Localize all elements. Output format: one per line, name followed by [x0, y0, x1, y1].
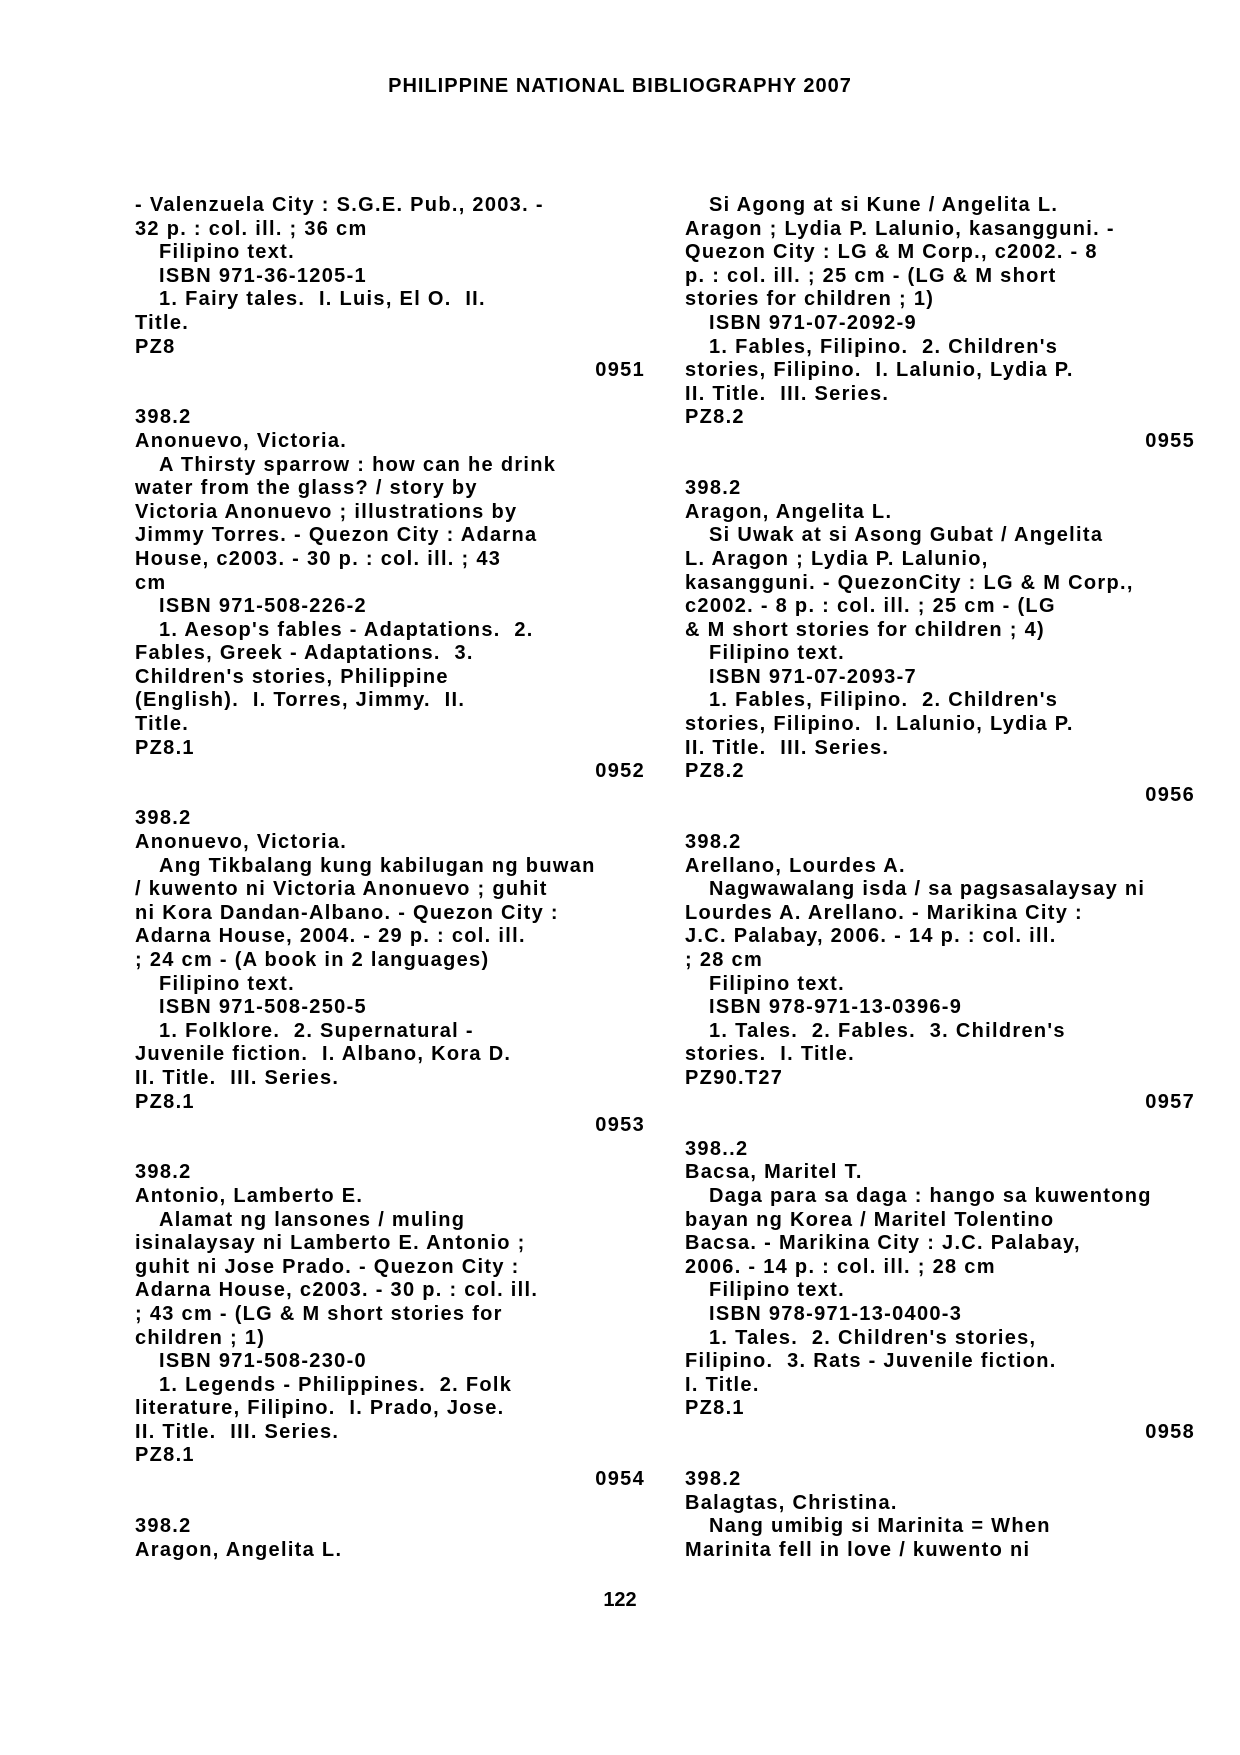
blank-line: [685, 1114, 1195, 1138]
text-line: Daga para sa daga : hango sa kuwentong: [709, 1184, 1152, 1207]
text-line: J.C. Palabay, 2006. - 14 p. : col. ill.: [685, 925, 1057, 948]
text-line: House, c2003. - 30 p. : col. ill. ; 43: [135, 547, 502, 570]
text-line: II. Title. III. Series.: [135, 1066, 340, 1089]
blank-line: [685, 807, 1195, 831]
entry-number: 0952: [595, 760, 645, 783]
text-line: Fables, Greek - Adaptations. 3.: [135, 642, 474, 665]
text-line: 1. Folklore. 2. Supernatural -: [159, 1019, 474, 1042]
text-line: Bacsa, Maritel T.: [685, 1161, 863, 1184]
text-line: Nagwawalang isda / sa pagsasalaysay ni: [709, 878, 1146, 901]
text-line: Bacsa. - Marikina City : J.C. Palabay,: [685, 1232, 1081, 1255]
text-line: PZ8: [135, 335, 176, 358]
text-line: c2002. - 8 p. : col. ill. ; 25 cm - (LG: [685, 595, 1056, 618]
text-line: Juvenile fiction. I. Albano, Kora D.: [135, 1043, 512, 1066]
text-line: guhit ni Jose Prado. - Quezon City :: [135, 1255, 520, 1278]
text-line: & M short stories for children ; 4): [685, 618, 1045, 641]
text-line: stories, Filipino. I. Lalunio, Lydia P.: [685, 713, 1074, 736]
text-line: isinalaysay ni Lamberto E. Antonio ;: [135, 1232, 526, 1255]
text-line: Children's stories, Philippine: [135, 665, 449, 688]
text-line: 1. Aesop's fables - Adaptations. 2.: [159, 618, 534, 641]
text-line: bayan ng Korea / Maritel Tolentino: [685, 1208, 1055, 1231]
text-line: / kuwento ni Victoria Anonuevo ; guhit: [135, 878, 548, 901]
entry-number: 0957: [1145, 1090, 1195, 1113]
text-line: ISBN 971-07-2093-7: [709, 665, 917, 688]
entry-number: 0958: [1145, 1420, 1195, 1443]
text-line: ISBN 971-07-2092-9: [709, 311, 917, 334]
text-line: Alamat ng lansones / muling: [159, 1208, 466, 1231]
text-line: PZ8.1: [685, 1397, 745, 1420]
entry-number: 0954: [595, 1468, 645, 1491]
text-line: 1. Fables, Filipino. 2. Children's: [709, 689, 1059, 712]
text-line: ISBN 978-971-13-0396-9: [709, 996, 963, 1019]
blank-line: [135, 784, 645, 808]
text-line: 398.2: [135, 1515, 192, 1538]
text-line: kasangguni. - QuezonCity : LG & M Corp.,: [685, 571, 1134, 594]
text-line: Title.: [135, 713, 190, 736]
page-number: 122: [603, 1589, 637, 1611]
entry-number: 0956: [1145, 783, 1195, 806]
blank-line: [135, 1492, 645, 1516]
text-line: 398..2: [685, 1137, 749, 1160]
text-line: Filipino text.: [159, 972, 295, 995]
text-line: Filipino text.: [709, 642, 845, 665]
text-line: 398.2: [685, 1468, 742, 1491]
text-line: stories for children ; 1): [685, 288, 935, 311]
text-line: Lourdes A. Arellano. - Marikina City :: [685, 901, 1083, 924]
text-line: Nang umibig si Marinita = When: [709, 1515, 1051, 1538]
text-line: 398.2: [135, 807, 192, 830]
text-line: Aragon, Angelita L.: [685, 500, 893, 523]
blank-line: [685, 1444, 1195, 1468]
text-line: ; 28 cm: [685, 949, 764, 971]
text-line: 32 p. : col. ill. ; 36 cm: [135, 217, 368, 240]
text-line: ISBN 978-971-13-0400-3: [709, 1302, 963, 1325]
right-column: [685, 194, 1195, 1562]
text-line: II. Title. III. Series.: [685, 382, 890, 405]
text-line: PZ8.2: [685, 760, 745, 783]
text-line: II. Title. III. Series.: [135, 1420, 340, 1443]
blank-line: [135, 1138, 645, 1162]
blank-line: [135, 383, 645, 407]
text-line: Filipino. 3. Rats - Juvenile fiction.: [685, 1350, 1057, 1373]
text-line: PZ8.1: [135, 1444, 195, 1467]
text-line: Victoria Anonuevo ; illustrations by: [135, 500, 518, 523]
text-line: ISBN 971-508-230-0: [159, 1350, 367, 1373]
text-line: 1. Fairy tales. I. Luis, El O. II.: [159, 288, 486, 311]
text-line: II. Title. III. Series.: [685, 736, 890, 759]
text-line: ; 24 cm - (A book in 2 languages): [135, 949, 490, 971]
text-line: Marinita fell in love / kuwento ni: [685, 1538, 1031, 1561]
text-line: (English). I. Torres, Jimmy. II.: [135, 689, 466, 712]
text-line: 398.2: [685, 477, 742, 500]
text-line: 1. Tales. 2. Children's stories,: [709, 1326, 1037, 1349]
entry-number: 0953: [595, 1114, 645, 1137]
text-line: 1. Legends - Philippines. 2. Folk: [159, 1373, 513, 1396]
entry-number: 0951: [595, 359, 645, 382]
text-line: Anonuevo, Victoria.: [135, 831, 348, 854]
text-line: ISBN 971-36-1205-1: [159, 264, 367, 287]
text-line: Adarna House, c2003. - 30 p. : col. ill.: [135, 1279, 539, 1302]
text-line: Filipino text.: [709, 972, 845, 995]
text-line: ISBN 971-508-250-5: [159, 996, 367, 1019]
text-line: children ; 1): [135, 1326, 266, 1349]
text-line: Si Agong at si Kune / Angelita L.: [709, 194, 1059, 216]
text-line: stories, Filipino. I. Lalunio, Lydia P.: [685, 359, 1074, 382]
text-line: ; 43 cm - (LG & M short stories for: [135, 1302, 503, 1325]
text-line: - Valenzuela City : S.G.E. Pub., 2003. -: [135, 194, 544, 216]
text-line: Filipino text.: [159, 241, 295, 264]
text-line: stories. I. Title.: [685, 1043, 855, 1066]
text-line: cm: [135, 571, 167, 594]
text-line: Title.: [135, 311, 190, 334]
text-line: Quezon City : LG & M Corp., c2002. - 8: [685, 241, 1098, 264]
text-line: Antonio, Lamberto E.: [135, 1184, 364, 1207]
text-line: A Thirsty sparrow : how can he drink: [159, 453, 557, 476]
text-line: 398.2: [685, 831, 742, 854]
text-line: Arellano, Lourdes A.: [685, 854, 906, 877]
text-line: ni Kora Dandan-Albano. - Quezon City :: [135, 901, 559, 924]
text-line: PZ8.2: [685, 406, 745, 429]
text-line: Filipino text.: [709, 1279, 845, 1302]
text-line: 2006. - 14 p. : col. ill. ; 28 cm: [685, 1255, 996, 1278]
text-line: Aragon, Angelita L.: [135, 1538, 343, 1561]
text-line: I. Title.: [685, 1373, 760, 1396]
text-line: Aragon ; Lydia P. Lalunio, kasangguni. -: [685, 217, 1115, 240]
text-line: Si Uwak at si Asong Gubat / Angelita: [709, 524, 1104, 547]
text-line: PZ8.1: [135, 1090, 195, 1113]
text-line: literature, Filipino. I. Prado, Jose.: [135, 1397, 505, 1420]
text-line: 398.2: [135, 406, 192, 429]
text-line: Adarna House, 2004. - 29 p. : col. ill.: [135, 925, 526, 948]
page-header-title: PHILIPPINE NATIONAL BIBLIOGRAPHY 2007: [388, 75, 852, 97]
text-line: Balagtas, Christina.: [685, 1491, 898, 1514]
text-line: PZ8.1: [135, 736, 195, 759]
text-line: Jimmy Torres. - Quezon City : Adarna: [135, 524, 538, 547]
blank-line: [685, 454, 1195, 478]
text-line: ISBN 971-508-226-2: [159, 595, 367, 618]
text-line: Anonuevo, Victoria.: [135, 429, 348, 452]
text-line: 398.2: [135, 1161, 192, 1184]
text-line: PZ90.T27: [685, 1066, 784, 1089]
text-line: water from the glass? / story by: [135, 477, 478, 500]
text-line: L. Aragon ; Lydia P. Lalunio,: [685, 547, 989, 570]
text-line: Ang Tikbalang kung kabilugan ng buwan: [159, 854, 596, 877]
text-line: 1. Tales. 2. Fables. 3. Children's: [709, 1019, 1066, 1042]
text-line: 1. Fables, Filipino. 2. Children's: [709, 335, 1059, 358]
text-line: p. : col. ill. ; 25 cm - (LG & M short: [685, 264, 1057, 287]
entry-number: 0955: [1145, 429, 1195, 452]
left-column: [135, 194, 645, 1562]
